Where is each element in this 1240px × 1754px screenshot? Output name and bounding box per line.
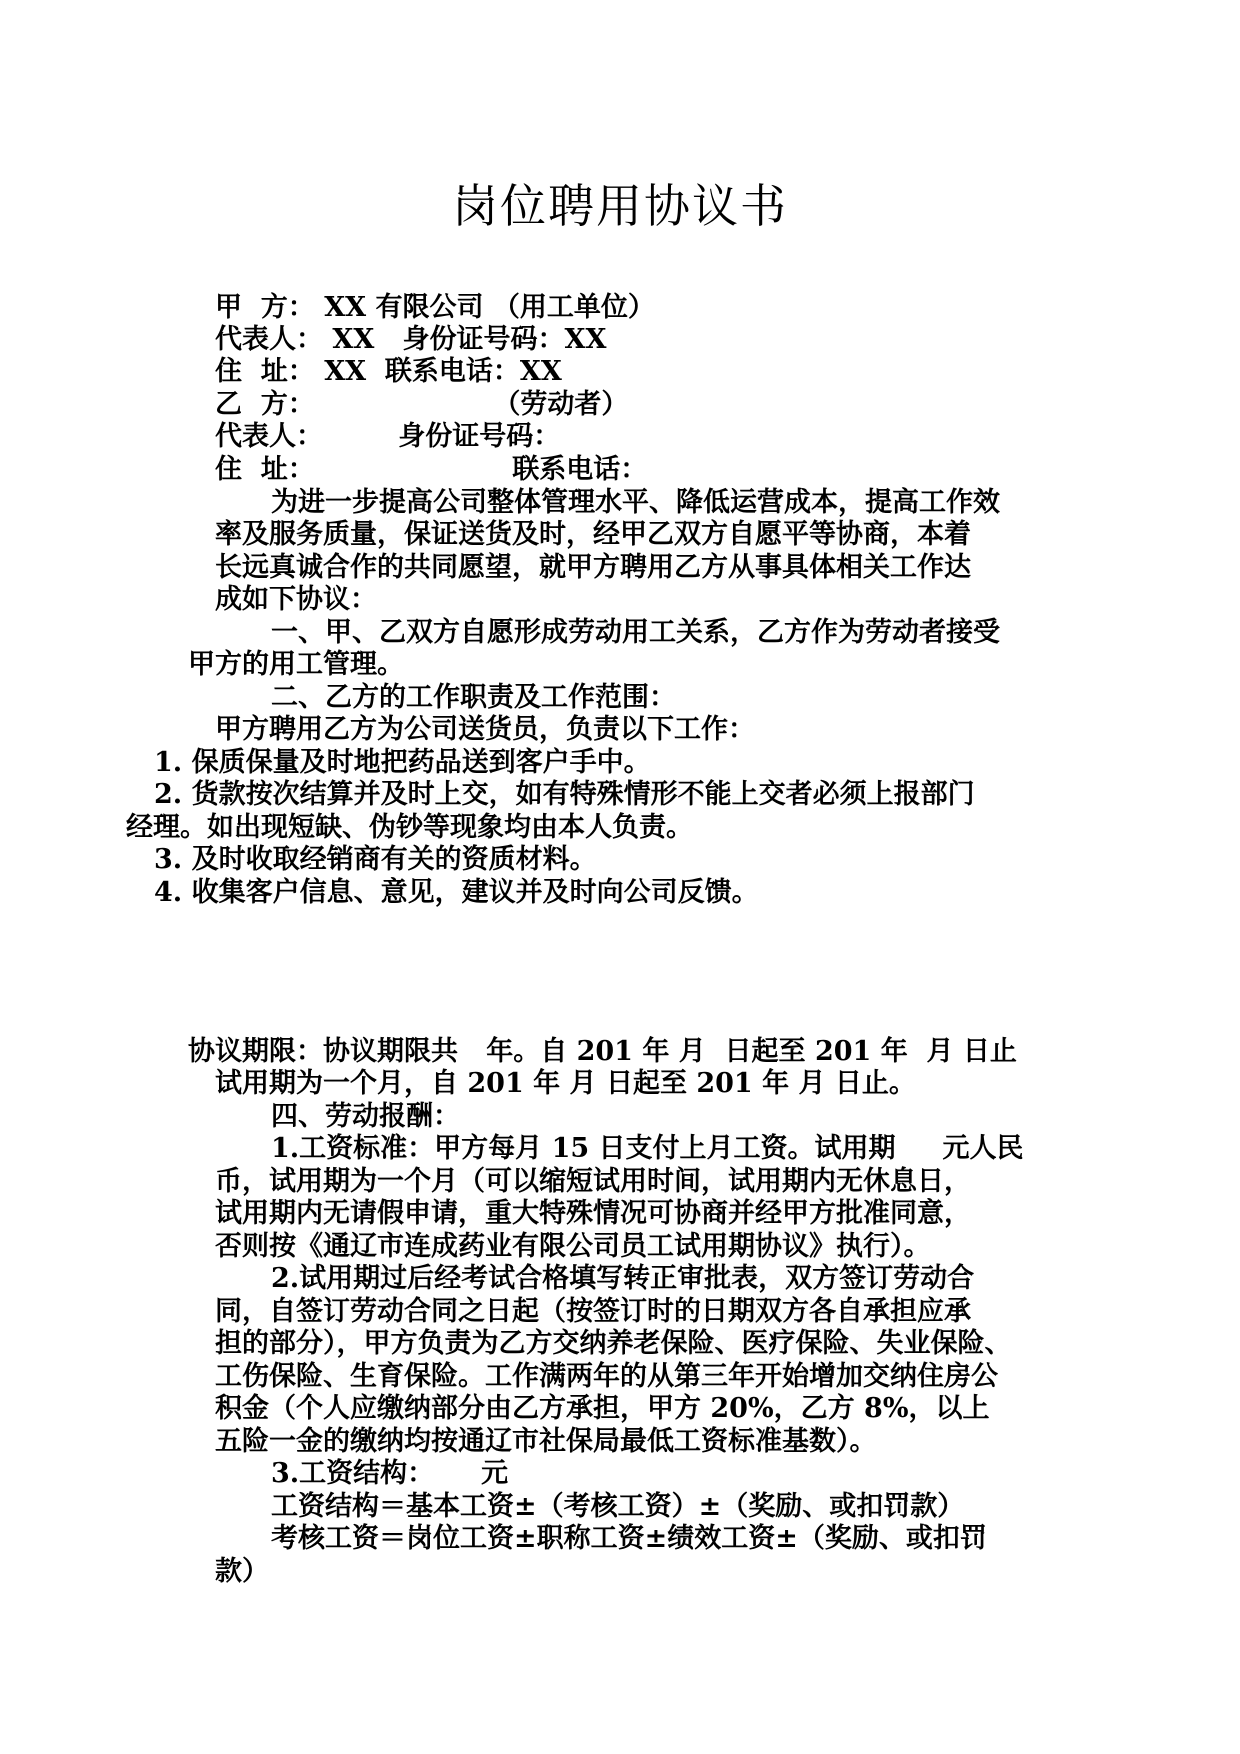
salary-standard-line: 否则按《通辽市连成药业有限公司员工试用期协议》执行）。 bbox=[215, 1231, 931, 1262]
intro-paragraph-line: 率及服务质量，保证送货及时，经甲乙双方自愿平等协商，本着 bbox=[215, 519, 971, 550]
term-line: 协议期限：协议期限共 年。自 201 年 月 日起至 201 年 月 日止 bbox=[188, 1036, 1017, 1067]
document-title: 岗位聘用协议书 bbox=[452, 179, 788, 233]
intro-paragraph-line: 成如下协议： bbox=[215, 584, 377, 615]
duty-item: 4. 收集客户信息、意见，建议并及时向公司反馈。 bbox=[154, 877, 759, 908]
duty-item: 2. 货款按次结算并及时上交，如有特殊情形不能上交者必须上报部门 bbox=[154, 779, 975, 810]
duty-item: 3. 及时收取经销商有关的资质材料。 bbox=[154, 844, 597, 875]
party-b-line: 乙 方： （劳动者） bbox=[215, 389, 629, 420]
salary-standard-line: 试用期内无请假申请，重大特殊情况可协商并经甲方批准同意， bbox=[215, 1198, 971, 1229]
assessment-salary-formula: 款） bbox=[215, 1556, 269, 1587]
clause-one-line: 一、甲、乙双方自愿形成劳动用工关系，乙方作为劳动者接受 bbox=[271, 617, 1000, 648]
intro-paragraph-line: 长远真诚合作的共同愿望，就甲方聘用乙方从事具体相关工作达 bbox=[215, 552, 971, 583]
intro-paragraph-line: 为进一步提高公司整体管理水平、降低运营成本，提高工作效 bbox=[271, 487, 1000, 518]
salary-standard-text: 币，试用期为一个月（ bbox=[215, 1166, 485, 1197]
assessment-salary-formula: 考核工资＝岗位工资±职称工资±绩效工资±（奖励、或扣罚 bbox=[271, 1523, 987, 1554]
salary-structure-heading: 3.工资结构： 元 bbox=[271, 1458, 509, 1489]
post-probation-line: 积金（个人应缴纳部分由乙方承担，甲方 20%，乙方 8%，以上 bbox=[215, 1393, 990, 1424]
post-probation-line: 2.试用期过后经考试合格填写转正审批表，双方签订劳动合 bbox=[271, 1263, 975, 1294]
party-a-representative-line: 代表人： XX 身份证号码：XX bbox=[215, 324, 607, 355]
salary-standard-line: 1.工资标准：甲方每月 15 日支付上月工资。试用期 元人民 bbox=[271, 1133, 1024, 1164]
duty-item: 1. 保质保量及时地把药品送到客户手中。 bbox=[154, 747, 651, 778]
salary-standard-line bbox=[215, 1166, 971, 1198]
clause-four-heading: 四、劳动报酬： bbox=[271, 1101, 460, 1132]
post-probation-line: 担的部分），甲方负责为乙方交纳养老保险、医疗保险、失业保险、 bbox=[215, 1328, 1012, 1359]
party-b-address-line: 住 址： 联系电话： bbox=[215, 454, 648, 485]
party-a-line: 甲 方： XX 有限公司 （用工单位） bbox=[215, 292, 655, 323]
post-probation-line: 工伤保险、生育保险。工作满两年的从第三年开始增加交纳住房公 bbox=[215, 1361, 998, 1392]
duty-item: 经理。如出现短缺、伪钞等现象均由本人负责。 bbox=[126, 812, 693, 843]
salary-standard-emphasis: 可以缩短试用时间， bbox=[485, 1166, 728, 1197]
salary-structure-formula: 工资结构＝基本工资±（考核工资）±（奖励、或扣罚款） bbox=[271, 1491, 965, 1522]
probation-line: 试用期为一个月，自 201 年 月 日起至 201 年 月 日止。 bbox=[215, 1068, 916, 1099]
post-probation-line: 同，自签订劳动合同之日起（按签订时的日期双方各自承担应承 bbox=[215, 1296, 971, 1327]
clause-two-intro: 甲方聘用乙方为公司送货员，负责以下工作： bbox=[215, 714, 755, 745]
post-probation-line: 五险一金的缴纳均按通辽市社保局最低工资标准基数）。 bbox=[215, 1426, 877, 1457]
party-b-representative-line: 代表人： 身份证号码： bbox=[215, 421, 561, 452]
salary-standard-text: 试用期内无休息日， bbox=[728, 1166, 971, 1197]
party-a-address-line: 住 址： XX 联系电话：XX bbox=[215, 356, 562, 387]
clause-one-line: 甲方的用工管理。 bbox=[188, 649, 404, 680]
clause-two-heading: 二、乙方的工作职责及工作范围： bbox=[271, 682, 676, 713]
